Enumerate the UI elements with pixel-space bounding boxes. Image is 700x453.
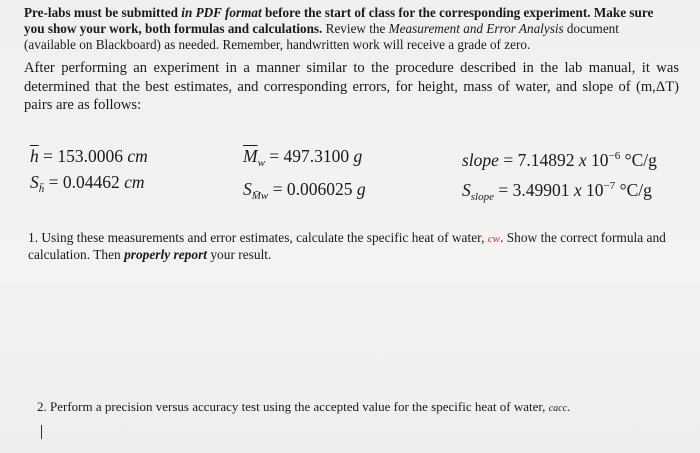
notice-doc-title: Measurement and Error Analysis [388,21,564,36]
notice-bold-1: Pre-labs must be submitted [24,5,182,20]
height-error-unit: cm [124,172,145,192]
height-error-row [30,169,148,202]
height-unit: cm [127,146,148,166]
slope-error-exponent: −7 [603,180,616,192]
q1-text-3: your result. [207,247,272,263]
notice-pdf-format: in PDF format [181,5,262,20]
submission-notice [24,5,674,53]
mass-value: = 497.3100 [264,146,354,166]
intro-text: After performing an experiment in a manner similar to the procedure described in the lab manual, it was determined that the best estimates, and corresponding errors, for height, mass of water, and slope of [24,60,679,95]
slope-error-unit: °C/g [615,180,652,200]
slope-times: x [578,150,587,170]
question-2 [37,399,677,417]
notice-bold-2: before the start of class for the corresponding experiment. Make sure you show your work, both formulas and calculations. [24,5,654,36]
slope-error-row [462,173,657,210]
text-cursor[interactable] [41,425,42,439]
slope-error-value: = 3.49901 [493,180,574,200]
q1-text-2: . Show the correct formula and calculation. Then [28,230,666,263]
notice-text-1: Review the [322,21,389,36]
mass-value-row [243,143,366,176]
slope-error-times: x [573,180,582,200]
height-error-value: = 0.04462 [44,172,125,192]
question-1 [28,230,673,264]
q2-text-1: 2. Perform a precision versus accuracy test using the accepted value for the specific heat of water, [37,399,549,414]
height-estimates [30,143,148,202]
slope-error-symbol: S [462,180,471,200]
slope-label: slope [462,150,499,170]
slope-estimates [462,143,657,210]
height-error-symbol: S [30,172,39,192]
slope-value-row [462,143,657,173]
intro-paragraph [24,59,679,115]
height-symbol: $\overline{h}$ [30,146,39,166]
intro-pairs: (m,ΔT) pairs are as follows: [24,78,679,114]
mass-symbol: $\overline{M}$ [243,146,258,166]
mass-estimates [243,143,366,209]
q1-cw-symbol: cw [487,233,501,245]
mass-error-value: = 0.006025 [268,179,357,199]
height-error-sub: h̄ [38,183,45,195]
mass-error-sub: M̄w [251,190,269,202]
slope-unit: °C/g [620,150,657,170]
height-value-row [30,143,148,169]
slope-value: = 7.14892 [498,150,579,170]
q2-text-2: . [567,399,571,414]
mass-error-symbol: S [243,179,252,199]
mass-error-unit: g [356,179,366,199]
slope-error-base: 10 [581,180,604,200]
mass-sub: w [257,157,265,169]
height-value: = 153.0006 [38,146,128,166]
q1-bold: properly report [124,247,208,263]
q2-cacc-symbol: cacc [548,403,568,414]
slope-base: 10 [586,150,609,170]
mass-unit: g [353,146,363,166]
mass-error-row [243,176,366,209]
slope-error-sub: slope [470,191,494,203]
notice-text-2: document (available on Blackboard) as needed. Remember, handwritten work will receive a grade of zero. [24,21,619,52]
slope-exponent: −6 [608,150,621,162]
q1-text-1: 1. Using these measurements and error estimates, calculate the specific heat of water, [28,230,488,245]
